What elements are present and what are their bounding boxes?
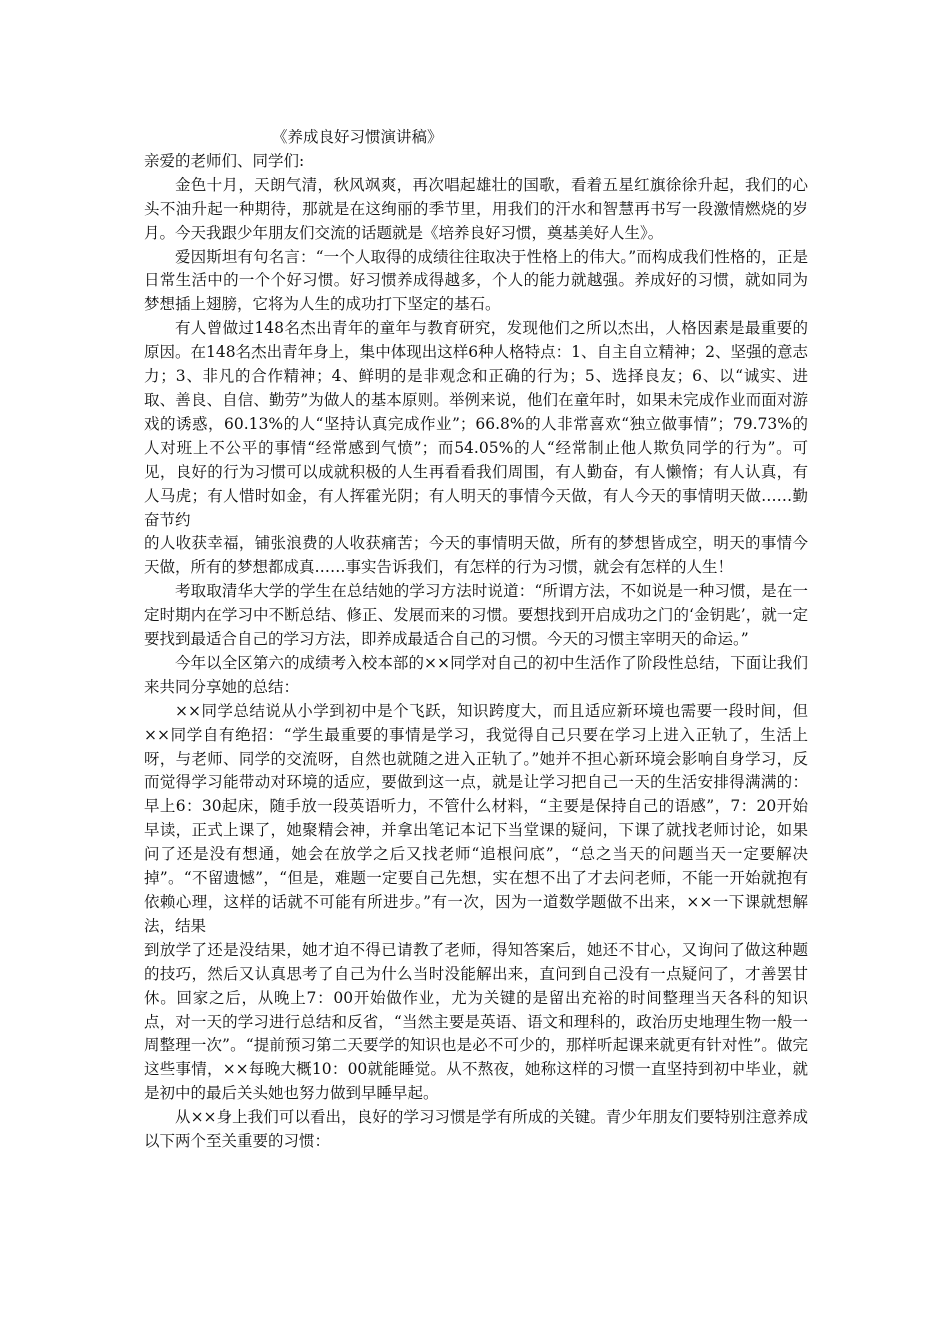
paragraph-student-intro: 今年以全区第六的成绩考入校本部的××同学对自己的初中生活作了阶段性总结，下面让我们来共同分享她的总结：: [144, 653, 808, 696]
paragraph-youth-research: 有人曾做过148名杰出青年的童年与教育研究，发现他们之所以杰出，人格因素是最重要的原因。在148名杰出青年身上，集中体现出这样6种人格特点：1、自主自立精神；2、坚强的意志力；3、非凡的合作精神；4、鲜明的是非观念和正确的行为；5、选择良友；6、以“诚实、进取、善良、自信、勤劳”为做人的基本原则。举例来说，他们在童年时，如果未完成作业而面对游戏的诱惑，60.13%的人“坚持认真完成作业”；66.8%的人非常喜欢“独立做事情”；79.73%的人对班上不公平的事情“经常感到气愤”；而54.05%的人“经常制止他人欺负同学的行为”。可见，良好的行为习惯可以成就积极的人生再看看我们周围，有人勤奋，有人懒惰；有人认真，有人马虎；有人惜时如金，有人挥霍光阴；有人明天的事情今天做，有人今天的事情明天做……勤奋节约: [144, 319, 808, 529]
document-body: [144, 126, 808, 1154]
paragraph-einstein-quote: 爱因斯坦有句名言：“一个人取得的成绩往往取决于性格上的伟大。”而构成我们性格的，正是日常生活中的一个个好习惯。好习惯养成得越多，个人的能力就越强。养成好的习惯，就如同为梦想插上翅膀，它将为人生的成功打下坚定的基石。: [144, 247, 808, 314]
paragraph-summary-continued: 到放学了还是没结果，她才迫不得已请教了老师，得知答案后，她还不甘心，又询问了做这种题的技巧，然后又认真思考了自己为什么当时没能解出来，直问到自己没有一点疑问了，才善罢甘休。回家之后，从晚上7：00开始做作业，尤为关键的是留出充裕的时间整理当天各科的知识点，对一天的学习进行总结和反省，“当然主要是英语、语文和理科的，政治历史地理生物一般一周整理一次”。“提前预习第二天要学的知识也是必不可少的，那样听起课来就更有针对性”。做完这些事情，××每晚大概10：00就能睡觉。从不熬夜，她称这样的习惯一直坚持到初中毕业，就是初中的最后关头她也努力做到早睡早起。: [144, 940, 808, 1103]
salutation: 亲爱的老师们、同学们:: [144, 151, 305, 170]
paragraph-research-continued: 的人收获幸福，铺张浪费的人收获痛苦；今天的事情明天做，所有的梦想皆成空，明天的事情今天做，所有的梦想都成真……事实告诉我们，有怎样的行为习惯，就会有怎样的人生！: [144, 534, 808, 577]
paragraph-national-day: 金色十月，天朗气清，秋风飒爽，再次唱起雄壮的国歌，看着五星红旗徐徐升起，我们的心头不油升起一种期待，那就是在这绚丽的季节里，用我们的汗水和智慧再书写一段激情燃烧的岁月。今天我跟少年朋友们交流的话题就是《培养良好习惯，奠基美好人生》。: [144, 175, 808, 242]
paragraph-tsinghua-student: 考取取清华大学的学生在总结她的学习方法时说道：“所谓方法，不如说是一种习惯，是在一定时期内在学习中不断总结、修正、发展而来的习惯。要想找到开启成功之门的‘金钥匙’，就一定要找到最适合自己的学习方法，即养成最适合自己的习惯。今天的习惯主宰明天的命运。”: [144, 582, 808, 649]
paragraph-conclusion: 从××身上我们可以看出，良好的学习习惯是学有所成的关键。青少年朋友们要特别注意养成以下两个至关重要的习惯：: [144, 1108, 808, 1151]
paragraph-student-summary: ××同学总结说从小学到初中是个飞跃，知识跨度大，而且适应新环境也需要一段时间，但××同学自有绝招：“学生最重要的事情是学习，我觉得自己只要在学习上进入正轨了，生活上呀，与老师、同学的交流呀，自然也就随之进入正轨了。”她并不担心新环境会影响自身学习，反而觉得学习能带动对环境的适应，要做到这一点，就是让学习把自己一天的生活安排得满满的：早上6：30起床，随手放一段英语听力，不管什么材料，“主要是保持自己的语感”，7：20开始早读，正式上课了，她聚精会神，并拿出笔记本记下当堂课的疑问，下课了就找老师讨论，如果问了还是没有想通，她会在放学之后又找老师“追根问底”，“总之当天的问题当天一定要解决掉”。“不留遗憾”，“但是，难题一定要自己先想，实在想不出了才去问老师，不能一开始就抱有依赖心理，这样的话就不可能有所进步。”有一次，因为一道数学题做不出来，××一下课就想解法，结果: [144, 701, 808, 935]
document-title: 《养成良好习惯演讲稿》: [272, 128, 443, 146]
